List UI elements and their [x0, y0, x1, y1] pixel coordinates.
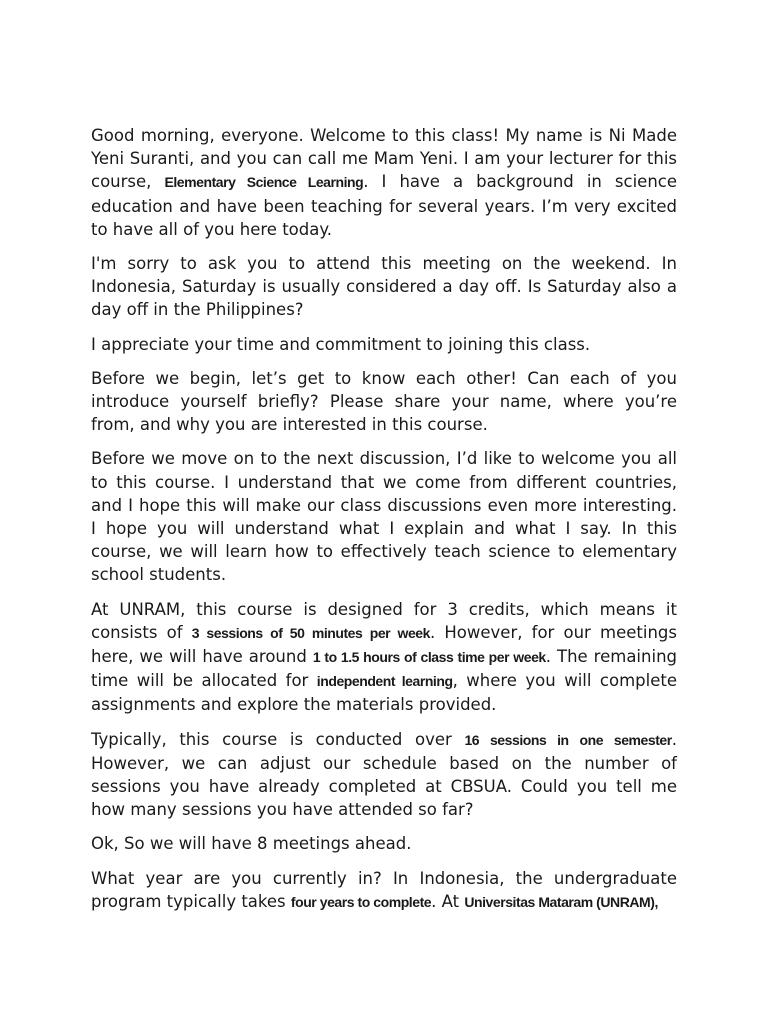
paragraph-credits [91, 598, 677, 717]
sessions-text-2: . However, we can adjust our schedule based on the number of sessions you have already completed at CBSUA. Could you tell me how many sessions you have attended so far? [91, 729, 678, 820]
course-name-emphasis: Elementary Science Learning [164, 174, 364, 191]
independent-learning-emphasis: independent learning [316, 673, 453, 690]
sessions-text: Typically, this course is conducted over [91, 729, 465, 749]
paragraph-weekend: I'm sorry to ask you to attend this meeting on the weekend. In Indonesia, Saturday is usually considered a day off. Is Saturday also a day off in the Philippines? [91, 254, 677, 320]
class-time-emphasis: 1 to 1.5 hours of class time per week [312, 649, 546, 666]
paragraph-sessions [91, 728, 677, 822]
sessions-per-week-emphasis: 3 sessions of 50 minutes per week [191, 624, 430, 641]
greeting-text-cont: . I have a background in science education and have been teaching for several years. I’m very excited to have all of you here today. [91, 172, 677, 239]
paragraph-meetings: Ok, So we will have 8 meetings ahead. [91, 834, 412, 854]
document-body [91, 124, 677, 925]
credits-text-2: . However, for our meetings here, we will have around [91, 622, 677, 667]
semester-sessions-emphasis: 16 sessions in one semester [464, 731, 672, 748]
university-name-emphasis: Universitas Mataram (UNRAM), [464, 893, 658, 910]
year-text: What year are you currently in? In Indonesia, the undergraduate program typically takes [91, 868, 677, 911]
year-text-2: . At [431, 891, 465, 911]
credits-text: At UNRAM, this course is designed for 3 credits, which means it consists of [91, 599, 677, 642]
paragraph-year [91, 867, 677, 914]
greeting-text: Good morning, everyone. Welcome to this class! My name is Ni Made Yeni Suranti, and you can call me Mam Yeni. I am your lecturer for this course, [91, 126, 677, 192]
four-years-emphasis: four years to complete [290, 893, 432, 910]
paragraph-introductions: Before we begin, let’s get to know each other! Can each of you introduce yourself briefly? Please share your name, where you’re from, and why you are interested in this course. [91, 368, 677, 435]
paragraph-appreciation: I appreciate your time and commitment to joining this class. [91, 334, 591, 354]
paragraph-greeting [91, 124, 677, 241]
credits-text-4: , where you will complete assignments and explore the materials provided. [91, 671, 677, 715]
credits-text-3: . The remaining time will be allocated for [91, 647, 677, 691]
paragraph-welcome: Before we move on to the next discussion, I’d like to welcome you all to this course. I understand that we come from different countries, and I hope this will make our class discussions even more interesting. I hope you will understand what I explain and what I say. In this course, we will learn how to effectively teach science to elementary school students. [91, 449, 677, 585]
